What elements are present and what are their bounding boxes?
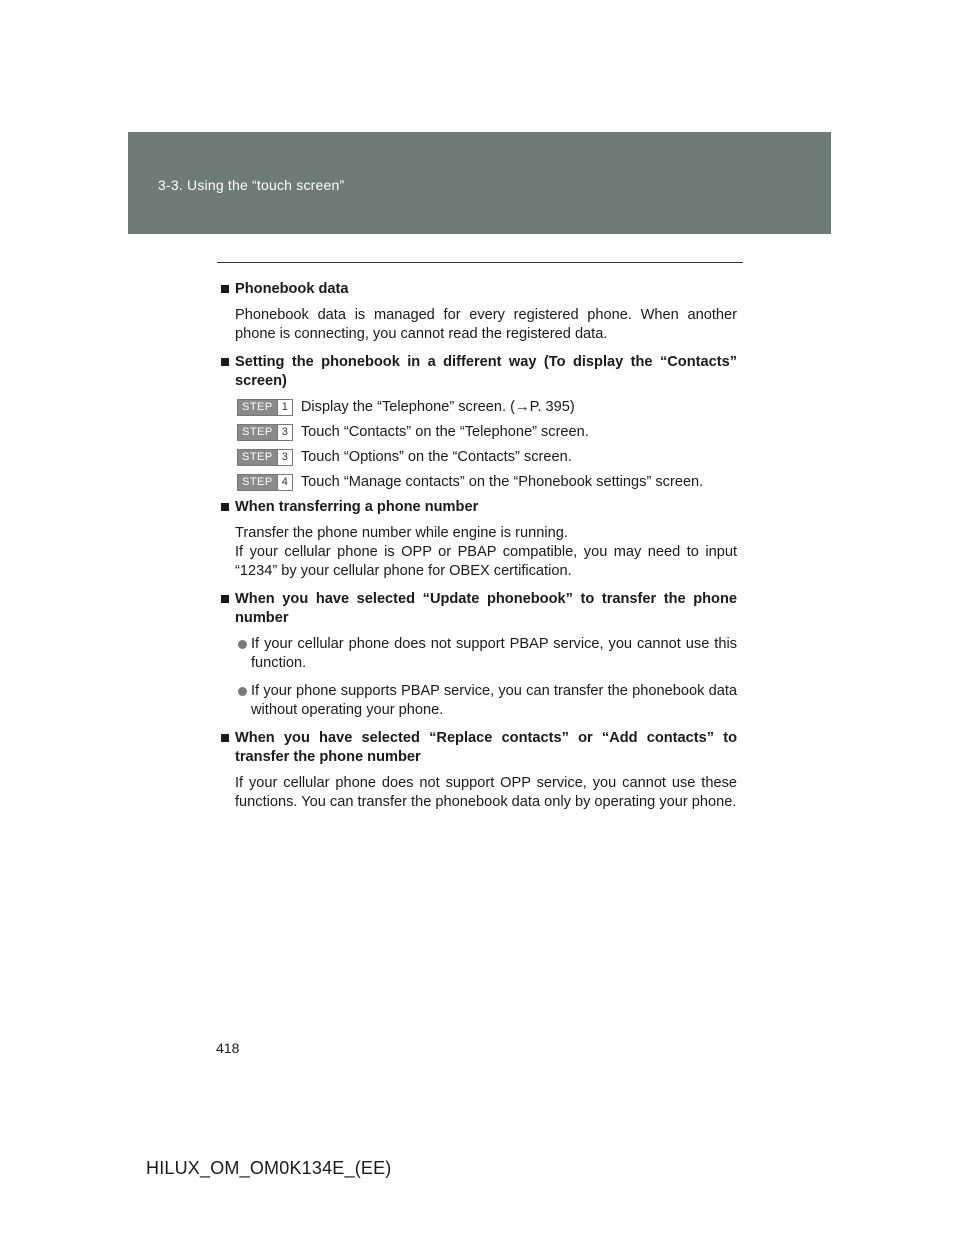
step-badge xyxy=(237,449,293,466)
step-text: Touch “Contacts” on the “Telephone” screen. xyxy=(300,423,589,440)
bullet-item: If your cellular phone does not support PBAP service, you cannot use this function. xyxy=(219,635,737,673)
step-item xyxy=(219,423,737,441)
step-item xyxy=(219,448,737,466)
step-badge xyxy=(237,474,293,491)
heading-replace-contacts: When you have selected “Replace contacts” or “Add contacts” to transfer the phone number xyxy=(219,729,737,767)
step-number: 1 xyxy=(277,400,292,415)
step-label: STEP xyxy=(238,450,277,465)
paragraph: Phonebook data is managed for every registered phone. When another phone is connecting, you cannot read the registered data. xyxy=(235,307,737,342)
top-divider xyxy=(217,262,743,263)
heading-update-phonebook: When you have selected “Update phonebook” to transfer the phone number xyxy=(219,590,737,628)
step-text: Touch “Manage contacts” on the “Phonebook settings” screen. xyxy=(300,473,704,490)
heading-setting-phonebook: Setting the phonebook in a different way (To display the “Contacts” screen) xyxy=(219,353,737,391)
page-number: 418 xyxy=(216,1040,240,1056)
page-content xyxy=(219,280,737,821)
heading-transferring-number: When transferring a phone number xyxy=(219,498,737,517)
step-number: 3 xyxy=(277,450,292,465)
step-item xyxy=(219,398,737,416)
paragraph: If your cellular phone does not support OPP service, you cannot use these functions. You can transfer the phonebook data only by operating your phone. xyxy=(235,775,737,810)
paragraph-line: If your cellular phone is OPP or PBAP compatible, you may need to input “1234” by your cellular phone for OBEX certification. xyxy=(235,544,737,579)
paragraph xyxy=(219,524,737,581)
bullet-item: If your phone supports PBAP service, you can transfer the phonebook data without operating your phone. xyxy=(219,682,737,720)
step-label: STEP xyxy=(238,400,277,415)
section-header-band xyxy=(128,132,831,234)
step-number: 3 xyxy=(277,425,292,440)
step-badge xyxy=(237,399,293,416)
heading-phonebook-data: Phonebook data xyxy=(219,280,737,299)
step-badge xyxy=(237,424,293,441)
step-item xyxy=(219,473,737,491)
step-label: STEP xyxy=(238,425,277,440)
document-code: HILUX_OM_OM0K134E_(EE) xyxy=(146,1158,392,1178)
step-label: STEP xyxy=(238,475,277,490)
step-text: Touch “Options” on the “Contacts” screen. xyxy=(300,448,572,465)
paragraph-line: Transfer the phone number while engine is running. xyxy=(235,525,568,541)
step-number: 4 xyxy=(277,475,292,490)
section-title: 3-3. Using the “touch screen” xyxy=(158,177,345,193)
step-text: Display the “Telephone” screen. (→P. 395) xyxy=(300,398,575,415)
